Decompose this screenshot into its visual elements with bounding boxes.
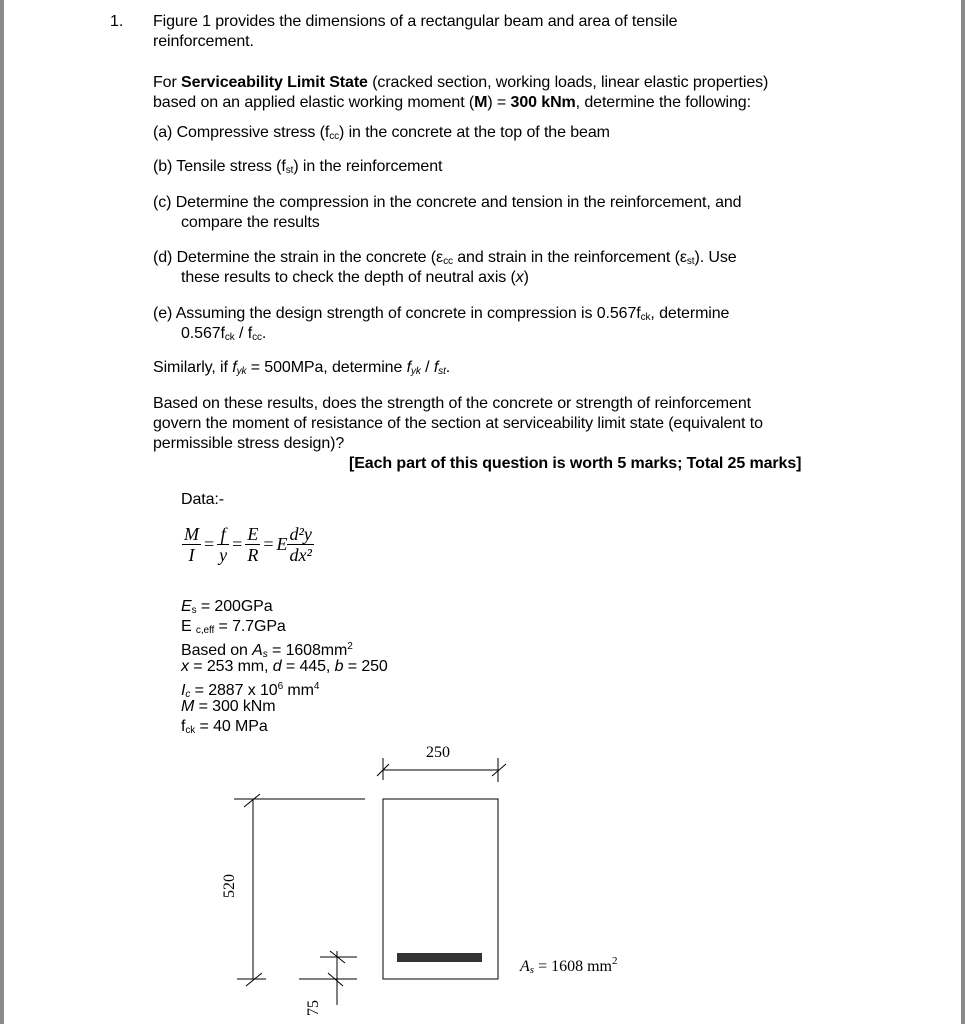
text-segment: = 300 kNm bbox=[194, 698, 276, 715]
text-segment: yk bbox=[410, 366, 421, 377]
text-segment: ) in the reinforcement bbox=[293, 158, 443, 175]
text-segment: 0.567f bbox=[181, 325, 225, 342]
text-segment: = 500MPa, determine bbox=[246, 359, 407, 376]
text-segment: ) bbox=[523, 269, 529, 286]
text-segment: f bbox=[433, 359, 439, 376]
text-segment: E bbox=[181, 598, 192, 615]
formula-f: f bbox=[217, 524, 229, 545]
text-segment: ck bbox=[224, 332, 235, 343]
text-segment: f bbox=[406, 359, 411, 376]
as-subscript: s bbox=[529, 964, 535, 976]
text-segment: yk bbox=[236, 366, 247, 377]
text-segment: [Each part of this question is worth 5 marks; Total 25 marks] bbox=[349, 455, 802, 472]
as-value: = 1608 mm bbox=[534, 958, 612, 975]
text-segment: s bbox=[191, 605, 197, 616]
formula-dx2: dx² bbox=[289, 545, 312, 565]
text-segment: st bbox=[285, 165, 294, 176]
text-segment: (b) Tensile stress (f bbox=[153, 158, 286, 175]
text-segment: (c) Determine the compression in the concrete and tension in the reinforcement, and bbox=[153, 194, 742, 211]
text-segment: For bbox=[153, 74, 182, 91]
text-segment: compare the results bbox=[181, 214, 320, 231]
text-segment: M bbox=[474, 94, 488, 111]
height-label: 520 bbox=[221, 874, 238, 898]
text-segment: , determine the following: bbox=[575, 94, 751, 111]
formula-e: E bbox=[247, 524, 259, 544]
equals: = bbox=[204, 534, 215, 554]
text-segment: s bbox=[262, 649, 268, 660]
height-tick-top bbox=[244, 794, 260, 807]
formula-e2: E bbox=[276, 534, 288, 554]
text-segment: (e) Assuming the design strength of concrete in compression is 0.567f bbox=[153, 305, 641, 322]
as-superscript: 2 bbox=[611, 955, 618, 967]
text-segment: = 40 MPa bbox=[195, 718, 268, 735]
text-segment: Figure 1 provides the dimensions of a rectangular beam and area of tensile bbox=[153, 13, 678, 30]
text-segment: . bbox=[445, 359, 451, 376]
text-segment: st bbox=[686, 256, 695, 267]
text-segment: , determine bbox=[650, 305, 730, 322]
text-segment: x bbox=[515, 269, 524, 286]
text-segment: 2 bbox=[347, 641, 353, 652]
text-segment: permissible stress design)? bbox=[153, 435, 345, 452]
reinforcement-bar bbox=[397, 953, 482, 962]
text-segment: M bbox=[181, 698, 195, 715]
text-segment: Data:- bbox=[181, 491, 224, 508]
text-segment: ck bbox=[185, 725, 196, 736]
text-segment: ) in the concrete at the top of the beam bbox=[339, 124, 610, 141]
text-segment: (a) Compressive stress (f bbox=[153, 124, 330, 141]
text-segment: ). Use bbox=[694, 249, 737, 266]
formula-m: M bbox=[184, 524, 199, 544]
beam-section-outline bbox=[383, 799, 498, 979]
text-segment: Based on bbox=[181, 642, 253, 659]
width-label: 250 bbox=[426, 744, 450, 761]
as-label bbox=[519, 955, 617, 976]
text-segment: x bbox=[181, 658, 189, 675]
text-segment: b bbox=[334, 658, 344, 675]
text-segment: = 200GPa bbox=[196, 598, 273, 615]
text-segment: . bbox=[261, 325, 267, 342]
text-segment: ck bbox=[640, 312, 651, 323]
text-segment: c,eff bbox=[195, 625, 215, 636]
formula-y: y bbox=[219, 545, 228, 565]
text-segment: = 1608mm bbox=[267, 642, 348, 659]
text-segment: = 250 bbox=[343, 658, 388, 675]
text-segment: = 445, bbox=[281, 658, 335, 675]
text-segment: cc bbox=[329, 131, 340, 142]
text-segment: govern the moment of resistance of the section at serviceability limit state (equivalent to bbox=[153, 415, 763, 432]
text-segment: Based on these results, does the strength of the concrete or strength of reinforcement bbox=[153, 395, 751, 412]
text-segment: cc bbox=[443, 256, 453, 267]
text-segment: Serviceability Limit State bbox=[181, 74, 368, 91]
formula-d2y: d²y bbox=[289, 524, 312, 544]
text-segment: Similarly, if bbox=[153, 359, 233, 376]
text-segment: c bbox=[185, 689, 191, 700]
text-segment: = 253 mm, bbox=[188, 658, 273, 675]
cover-label: 75 bbox=[305, 1000, 322, 1016]
text-segment: 6 bbox=[277, 681, 284, 692]
equals: = bbox=[232, 534, 243, 554]
text-segment: ) = bbox=[487, 94, 511, 111]
text-segment: st bbox=[438, 366, 446, 377]
as-symbol: A bbox=[520, 958, 530, 975]
formula-i: I bbox=[188, 545, 195, 565]
text-segment: d bbox=[272, 658, 282, 675]
text-segment: E bbox=[181, 618, 196, 635]
text-segment: 4 bbox=[313, 681, 320, 692]
text-segment: these results to check the depth of neutral axis ( bbox=[181, 269, 516, 286]
text-segment: mm bbox=[283, 682, 314, 699]
formula-r: R bbox=[247, 545, 259, 565]
text-segment: cc bbox=[252, 332, 262, 343]
text-segment: f bbox=[181, 718, 186, 735]
text-segment: / f bbox=[234, 325, 253, 342]
text-segment: based on an applied elastic working moment ( bbox=[153, 94, 475, 111]
text-segment: 300 kNm bbox=[510, 94, 576, 111]
text-segment: reinforcement. bbox=[153, 33, 254, 50]
text-segment: = 2887 x 10 bbox=[190, 682, 278, 699]
text-segment: (cracked section, working loads, linear elastic properties) bbox=[367, 74, 769, 91]
equals: = bbox=[263, 534, 274, 554]
text-segment: and strain in the reinforcement (ε bbox=[452, 249, 687, 266]
text-segment: / bbox=[420, 359, 434, 376]
text-segment: (d) Determine the strain in the concrete (ε bbox=[153, 249, 444, 266]
text-segment: = 7.7GPa bbox=[214, 618, 286, 635]
text-segment: A bbox=[252, 642, 263, 659]
text-segment: f bbox=[232, 359, 237, 376]
question-number: 1. bbox=[110, 13, 124, 30]
text-segment: I bbox=[181, 682, 186, 699]
